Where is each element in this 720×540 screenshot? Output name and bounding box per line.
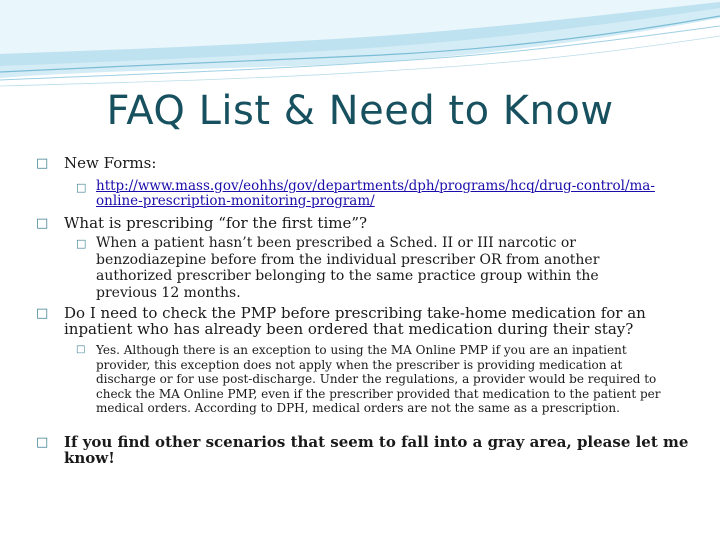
square-bullet-icon: □ [36,156,49,171]
list-item-text: When a patient hasn’t been prescribed a Sched. II or III narcotic or benzodiazepine before from the individual prescriber OR from another authorized prescriber belonging to the same practice group within the previous 12 months. [96,235,600,301]
square-bullet-icon: □ [76,237,87,250]
list-item-text: If you find other scenarios that seem to fall into a gray area, please let me know! [64,433,689,467]
list-item-text: Yes. Although there is an exception to using the MA Online PMP if you are an inpatient provider, this exception does not apply when the prescriber is providing medication at discharge or for use post-discharge. Under the regulations, a provider would be required to check the MA Online PMP, even if the prescriber provided that medication to the patient per medical orders. According to DPH, medical orders are not the same as a prescription. [96,343,661,415]
list-item [36,434,696,466]
square-bullet-icon: □ [36,216,49,231]
list-item-text: New Forms: [64,154,157,172]
square-bullet-icon: □ [36,306,49,321]
slide-title: FAQ List & Need to Know [106,88,614,134]
square-bullet-icon: □ [76,344,86,355]
list-item [76,235,636,301]
list-item-text: Do I need to check the PMP before prescribing take-home medication for an inpatient who has already been ordered that medication during their stay? [64,304,646,338]
square-bullet-icon: □ [76,181,87,194]
list-item-text: What is prescribing “for the first time”? [64,214,368,232]
square-bullet-icon: □ [36,435,49,450]
pmp-forms-link[interactable]: http://www.mass.gov/eohhs/gov/departments/dph/programs/hcq/drug-control/ma-online-prescription-monitoring-program/ [96,178,655,209]
list-item [36,155,696,171]
list-item [76,343,676,416]
list-item [36,215,696,231]
list-item [36,305,696,337]
list-item [76,179,656,209]
